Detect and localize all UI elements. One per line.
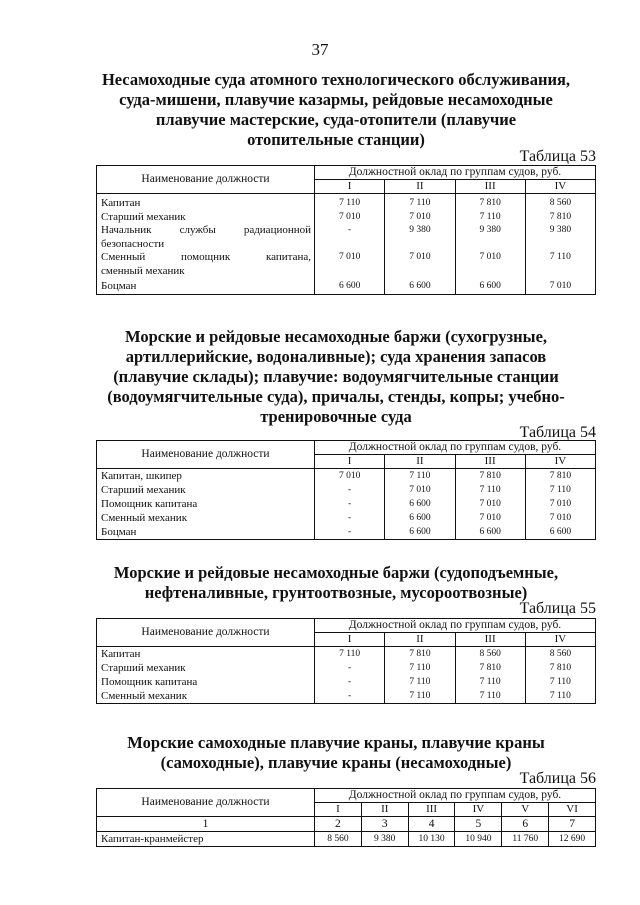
table-row [97,511,596,525]
salary-cell: 7 110 [385,194,455,211]
column-header-salary: Должностной оклад по группам судов, руб. [315,166,596,180]
position-cell: Капитан [97,194,315,211]
salary-cell: 7 010 [525,497,595,511]
table-row [97,194,596,211]
salary-cell: 9 380 [361,832,408,847]
salary-cell: 7 010 [315,251,385,278]
salary-table [96,618,596,704]
group-header: VI [549,803,596,817]
group-header: I [315,180,385,194]
salary-cell: 9 380 [385,224,455,251]
column-number: 4 [408,817,455,832]
column-header-salary: Должностной оклад по группам судов, руб. [315,619,596,633]
salary-cell: 7 110 [315,194,385,211]
group-header: IV [455,803,502,817]
salary-cell: 7 110 [315,647,385,662]
salary-cell: 7 010 [525,278,595,294]
salary-cell: 7 110 [525,689,595,704]
salary-cell: 9 380 [525,224,595,251]
salary-cell: 12 690 [549,832,596,847]
salary-cell: 7 110 [455,675,525,689]
salary-cell: 7 010 [525,511,595,525]
salary-cell: 6 600 [525,525,595,540]
table-row [97,469,596,484]
group-header: II [361,803,408,817]
column-number: 2 [315,817,362,832]
salary-cell: - [315,483,385,497]
section-title: Несамоходные суда атомного технологического обслуживания, суда-мишени, плавучие казармы, рейдовые несамоходные плавучие мастерские, суда-отопители (плавучие отопительные станции) [101,70,571,149]
group-header: III [455,455,525,469]
position-cell: Старший механик [97,483,315,497]
salary-cell: 6 600 [385,525,455,540]
salary-cell: - [315,525,385,540]
table-row [97,211,596,225]
salary-cell: 7 010 [455,511,525,525]
salary-cell: 7 010 [455,251,525,278]
position-cell: Боцман [97,525,315,540]
salary-cell: 7 110 [525,675,595,689]
section-title: Морские самоходные плавучие краны, плавучие краны (самоходные), плавучие краны (несамоходные) [127,733,545,772]
salary-cell: 7 810 [525,661,595,675]
position-cell: Капитан, шкипер [97,469,315,484]
salary-cell: 7 810 [525,469,595,484]
salary-cell: 6 600 [315,278,385,294]
position-cell: Сменный механик [97,689,315,704]
salary-cell: - [315,224,385,251]
group-header: I [315,803,362,817]
section-title: Морские и рейдовые несамоходные баржи (судоподъемные, нефтеналивные, грунтоотвозные, мусороотвозные) [113,563,559,602]
salary-cell: 7 110 [385,469,455,484]
position-cell: Старший механик [97,661,315,675]
salary-table [96,165,596,295]
column-header-salary: Должностной оклад по группам судов, руб. [315,441,596,455]
column-header-position: Наименование должности [97,789,315,817]
salary-table [96,788,596,847]
table-row [97,525,596,540]
group-header: IV [525,455,595,469]
salary-cell: 7 810 [385,647,455,662]
salary-cell: 7 010 [315,469,385,484]
group-header: III [455,180,525,194]
salary-cell: 7 010 [455,497,525,511]
salary-cell: 7 110 [455,211,525,225]
table-row [97,661,596,675]
table-row [97,224,596,251]
column-number: 6 [502,817,549,832]
page-number: 37 [311,40,329,59]
salary-cell: 8 560 [525,647,595,662]
group-header: II [385,455,455,469]
position-cell: Сменный помощник капитана, сменный механик [97,251,315,278]
salary-cell: - [315,675,385,689]
table-row [97,251,596,278]
table-row [97,647,596,662]
table-row [97,832,596,847]
group-header: II [385,633,455,647]
group-header: I [315,455,385,469]
position-cell: Помощник капитана [97,497,315,511]
table-row [97,278,596,294]
salary-cell: 7 810 [455,661,525,675]
salary-cell: 6 600 [455,525,525,540]
salary-cell: 7 810 [455,194,525,211]
salary-cell: - [315,511,385,525]
salary-cell: 10 940 [455,832,502,847]
table-row [97,689,596,704]
salary-cell: 7 010 [385,251,455,278]
column-header-position: Наименование должности [97,441,315,469]
section-title: Морские и рейдовые несамоходные баржи (сухогрузные, артиллерийские, водоналивные); суда хранения запасов (плавучие склады); плавучие: водоумягчительные станции (водоумягчительные суда), причалы, стенды, копры; учебно- тренировочные суда [107,327,565,426]
table-row [97,497,596,511]
salary-cell: 6 600 [385,278,455,294]
salary-cell: - [315,689,385,704]
column-header-position: Наименование должности [97,619,315,647]
column-number: 3 [361,817,408,832]
salary-cell: 7 810 [455,469,525,484]
salary-cell: 8 560 [455,647,525,662]
group-header: IV [525,633,595,647]
salary-cell: 7 110 [525,251,595,278]
salary-table [96,440,596,540]
group-header: II [385,180,455,194]
table-caption: Таблица 55 [519,600,596,617]
column-number: 1 [97,817,315,832]
salary-cell: 7 010 [315,211,385,225]
group-header: IV [525,180,595,194]
salary-cell: 7 010 [385,211,455,225]
salary-cell: 9 380 [455,224,525,251]
column-number-row [97,817,596,832]
table-row [97,675,596,689]
salary-cell: 6 600 [455,278,525,294]
salary-cell: 7 110 [385,661,455,675]
group-header: III [455,633,525,647]
salary-cell: 7 810 [525,211,595,225]
column-number: 7 [549,817,596,832]
salary-cell: 7 110 [525,483,595,497]
salary-cell: 10 130 [408,832,455,847]
table-caption: Таблица 56 [519,770,596,787]
position-cell: Капитан [97,647,315,662]
table-caption: Таблица 54 [519,424,596,441]
position-cell: Боцман [97,278,315,294]
column-header-position: Наименование должности [97,166,315,194]
salary-cell: 8 560 [525,194,595,211]
column-number: 5 [455,817,502,832]
group-header: V [502,803,549,817]
salary-cell: - [315,497,385,511]
table-caption: Таблица 53 [519,148,596,165]
table-row [97,483,596,497]
position-cell: Начальник службы радиационной безопасности [97,224,315,251]
group-header: I [315,633,385,647]
group-header: III [408,803,455,817]
salary-cell: 7 110 [385,689,455,704]
salary-cell: 6 600 [385,497,455,511]
salary-cell: 8 560 [315,832,362,847]
salary-cell: 7 010 [385,483,455,497]
salary-cell: 6 600 [385,511,455,525]
column-header-salary: Должностной оклад по группам судов, руб. [315,789,596,803]
position-cell: Старший механик [97,211,315,225]
position-cell: Сменный механик [97,511,315,525]
salary-cell: 7 110 [385,675,455,689]
salary-cell: - [315,661,385,675]
position-cell: Капитан-кранмейстер [97,832,315,847]
position-cell: Помощник капитана [97,675,315,689]
salary-cell: 11 760 [502,832,549,847]
salary-cell: 7 110 [455,483,525,497]
salary-cell: 7 110 [455,689,525,704]
